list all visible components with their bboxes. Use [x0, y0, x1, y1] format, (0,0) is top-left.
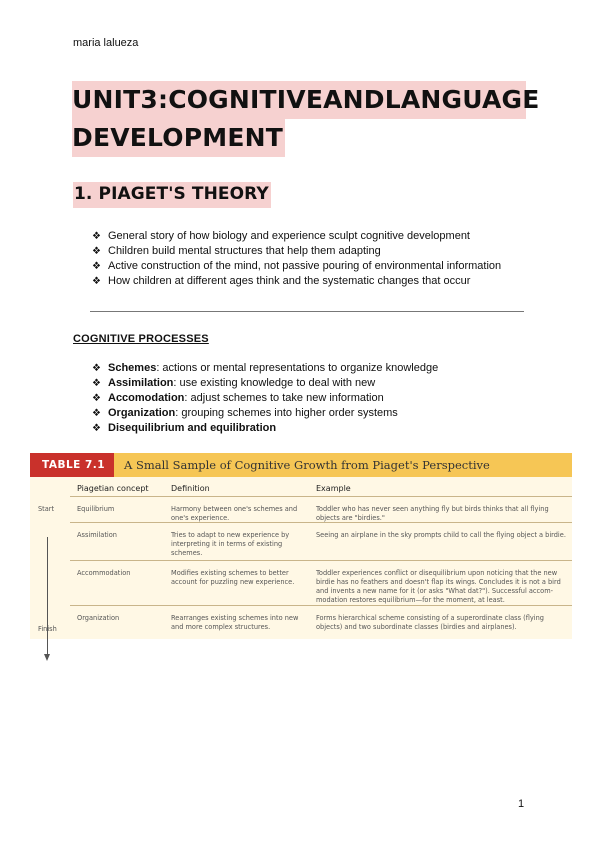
table-tag: TABLE 7.1 — [30, 453, 114, 477]
list-item: ❖ How children at different ages think and the systematic changes that occur — [92, 275, 471, 287]
table-cell-concept: Equilibrium — [77, 505, 115, 513]
diamond-bullet-icon: ❖ — [92, 363, 101, 374]
document-title — [72, 81, 540, 157]
list-item: ❖ Organization: grouping schemes into higher order systems — [92, 407, 398, 419]
list-item: ❖ Accomodation: adjust schemes to take new information — [92, 392, 384, 404]
processes-list — [92, 361, 438, 436]
title-line-2 — [72, 119, 526, 157]
list-item: ❖ General story of how biology and experience sculpt cognitive development — [92, 230, 470, 242]
title-word: DEVELOPMENT — [72, 119, 285, 157]
title-line-1 — [72, 81, 540, 119]
subheading: COGNITIVE PROCESSES — [73, 333, 209, 345]
finish-label: Finish — [38, 625, 57, 633]
diamond-bullet-icon: ❖ — [92, 246, 101, 257]
diamond-bullet-icon: ❖ — [92, 261, 101, 272]
diamond-bullet-icon: ❖ — [92, 423, 101, 434]
arrow-down-icon — [44, 654, 50, 661]
term: Organization — [108, 407, 176, 419]
diamond-bullet-icon: ❖ — [92, 276, 101, 287]
progress-arrow-line — [47, 537, 48, 659]
table-cell-concept: Accommodation — [77, 569, 131, 577]
title-word: 3: — [140, 85, 169, 114]
author-name: maria lalueza — [73, 37, 139, 49]
title-word: UNIT — [72, 85, 141, 114]
table-rule — [70, 496, 572, 497]
title-word: COGNITIVE — [168, 85, 324, 114]
table-cell-definition: Modifies existing schemes to better account for puzzling new experience. — [171, 569, 295, 586]
table-cell-concept: Assimilation — [77, 531, 117, 539]
table-cell-definition: Harmony between one's schemes and one's experience. — [171, 505, 298, 522]
table-cell-example: Seeing an airplane in the sky prompts child to call the flying object a birdie. — [316, 531, 566, 539]
term: Schemes — [108, 362, 157, 374]
horizontal-divider — [90, 311, 524, 312]
table-cell-example: Forms hierarchical scheme consisting of a superordinate class (flying objects) and two subordinate classes (birdies and airplanes). — [316, 614, 544, 631]
theory-list — [92, 229, 501, 289]
diamond-bullet-icon: ❖ — [92, 393, 101, 404]
table-cell-example: Toddler who has never seen anything fly but birds thinks that all flying objects are "birdies." — [316, 505, 549, 522]
page-number: 1 — [518, 798, 525, 810]
table-cell-example: Toddler experiences conflict or disequilibrium upon noticing that the new birdie has no feathers and doesn't flap its wings. Concludes it is not a bird and invents a new name for it (or asks "What dat?"). Successful accom- modation restores equilibrium—for the moment, at least. — [316, 569, 561, 604]
list-item: ❖ Assimilation: use existing knowledge to deal with new — [92, 377, 376, 389]
term: Assimilation — [108, 377, 174, 389]
list-item: ❖ Children build mental structures that help them adapting — [92, 245, 381, 257]
term: Accomodation — [108, 392, 185, 404]
diamond-bullet-icon: ❖ — [92, 231, 101, 242]
table-cell-concept: Organization — [77, 614, 120, 622]
table-cell-definition: Rearranges existing schemes into new and more complex structures. — [171, 614, 299, 631]
column-header: Example — [316, 484, 351, 493]
start-label: Start — [38, 505, 55, 513]
table-rule — [70, 560, 572, 561]
list-item: ❖ Schemes: actions or mental representations to organize knowledge — [92, 362, 439, 374]
diamond-bullet-icon: ❖ — [92, 378, 101, 389]
table-title: A Small Sample of Cognitive Growth from Piaget's Perspective — [124, 458, 490, 472]
column-header: Definition — [171, 484, 210, 493]
list-item: ❖ Active construction of the mind, not passive pouring of environmental information — [92, 260, 502, 272]
table-rule — [70, 605, 572, 606]
diamond-bullet-icon: ❖ — [92, 408, 101, 419]
list-item — [92, 421, 438, 436]
title-word: AND — [323, 85, 385, 114]
section-heading: 1. PIAGET'S THEORY — [73, 182, 271, 208]
term: Disequilibrium and equilibration — [108, 422, 277, 434]
title-word: LANGUAGE — [384, 85, 540, 114]
column-header: Piagetian concept — [77, 484, 149, 493]
table-cell-definition: Tries to adapt to new experience by interpreting it in terms of existing schemes. — [171, 531, 290, 557]
table-figure — [30, 453, 572, 639]
